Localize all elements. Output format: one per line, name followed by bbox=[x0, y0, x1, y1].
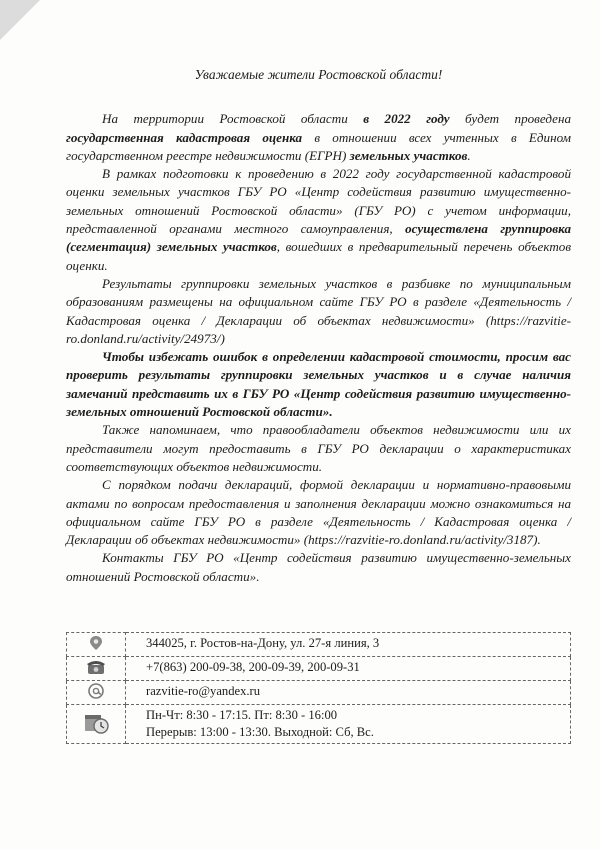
contact-row-email bbox=[67, 681, 571, 705]
bold-text: земельных участков bbox=[349, 147, 468, 163]
paragraph-7-contacts-intro bbox=[66, 549, 571, 586]
text: С порядком подачи деклараций, формой декларации и нормативно-правовыми актами по вопросам предоставления и заполнения декларации можно ознакомиться на официальном сайте ГБУ РО в разделе «Деятельность / Кадастровая оценка / Декларации об объектах недвижимости» (https://razvitie-ro.donland.ru/activity/3187). bbox=[66, 477, 571, 548]
contact-row-hours bbox=[67, 705, 571, 744]
bold-text: Чтобы избежать ошибок в определении кадастровой стоимости, просим вас проверить результаты группировки земельных участков и в случае наличия замечаний представить их в ГБУ РО «Центр содействия развитию имущественно-земельных отношений Ростовской области». bbox=[66, 349, 571, 420]
icon-cell bbox=[67, 705, 126, 744]
hours-break: Перерыв: 13:00 - 13:30. Выходной: Сб, Вс. bbox=[146, 725, 374, 739]
icon-cell bbox=[67, 657, 126, 681]
text: Также напоминаем, что правообладатели объектов недвижимости или их представители могут предоставить в ГБУ РО декларации о характеристиках соответствующих объектов недвижимости. bbox=[66, 422, 571, 474]
hours-weekdays: Пн-Чт: 8:30 - 17:15. Пт: 8:30 - 16:00 bbox=[146, 708, 338, 722]
paragraph-6 bbox=[66, 476, 571, 549]
paragraph-5 bbox=[66, 421, 571, 476]
text: Контакты ГБУ РО «Центр содействия развитию имущественно-земельных отношений Ростовской области». bbox=[66, 550, 571, 584]
phone-numbers: +7(863) 200-09-38, 200-09-39, 200-09-31 bbox=[126, 657, 571, 681]
icon-cell bbox=[67, 633, 126, 657]
email-icon bbox=[81, 682, 111, 700]
paragraph-3 bbox=[66, 275, 571, 348]
text: , вошедших в предварительный перечень объектов оценки. bbox=[66, 239, 572, 273]
text: Результаты группировки земельных участков в разбивке по муниципальным образованиям размещены на официальном сайте ГБУ РО в разделе «Деятельность / Кадастровая оценка / Декларации об объектах недвижимости» (https://razvitie-ro.donland.ru/activity/24973/) bbox=[66, 275, 571, 346]
address-text: 344025, г. Ростов-на-Дону, ул. 27-я линия, 3 bbox=[126, 633, 571, 657]
bold-text: в 2022 году bbox=[363, 111, 450, 127]
text: В рамках подготовки к проведению в 2022 году государственной кадастровой оценки земельных участков ГБУ РО «Центр содействия развитию имущественно-земельных отношений Ростовской области» (ГБУ РО) с учетом информации, представленной органами местного самоуправления, bbox=[66, 166, 571, 237]
location-icon bbox=[81, 634, 111, 652]
text: будет проведена bbox=[449, 111, 571, 127]
bold-text: осуществлена группировка (сегментация) земельных участков bbox=[66, 221, 571, 255]
folded-corner bbox=[0, 0, 40, 40]
greeting: Уважаемые жители Ростовской области! bbox=[194, 67, 443, 82]
email-address[interactable]: razvitie-ro@yandex.ru bbox=[126, 681, 571, 705]
text: . bbox=[467, 147, 471, 163]
working-hours bbox=[126, 705, 571, 744]
bold-text: государственная кадастровая оценка bbox=[66, 129, 303, 145]
paragraph-4-request bbox=[66, 348, 571, 421]
paragraph-1 bbox=[66, 110, 571, 165]
text: На территории Ростовской области bbox=[102, 111, 364, 127]
contacts-table bbox=[66, 632, 571, 744]
letter-body bbox=[66, 66, 571, 586]
clock-icon bbox=[81, 709, 111, 739]
phone-icon bbox=[81, 658, 111, 676]
icon-cell bbox=[67, 681, 126, 705]
paragraph-2 bbox=[66, 165, 571, 275]
text: в отношении всех учтенных в Едином государственном реестре недвижимости (ЕГРН) bbox=[66, 129, 571, 163]
contact-row-address bbox=[67, 633, 571, 657]
contact-row-phone bbox=[67, 657, 571, 681]
